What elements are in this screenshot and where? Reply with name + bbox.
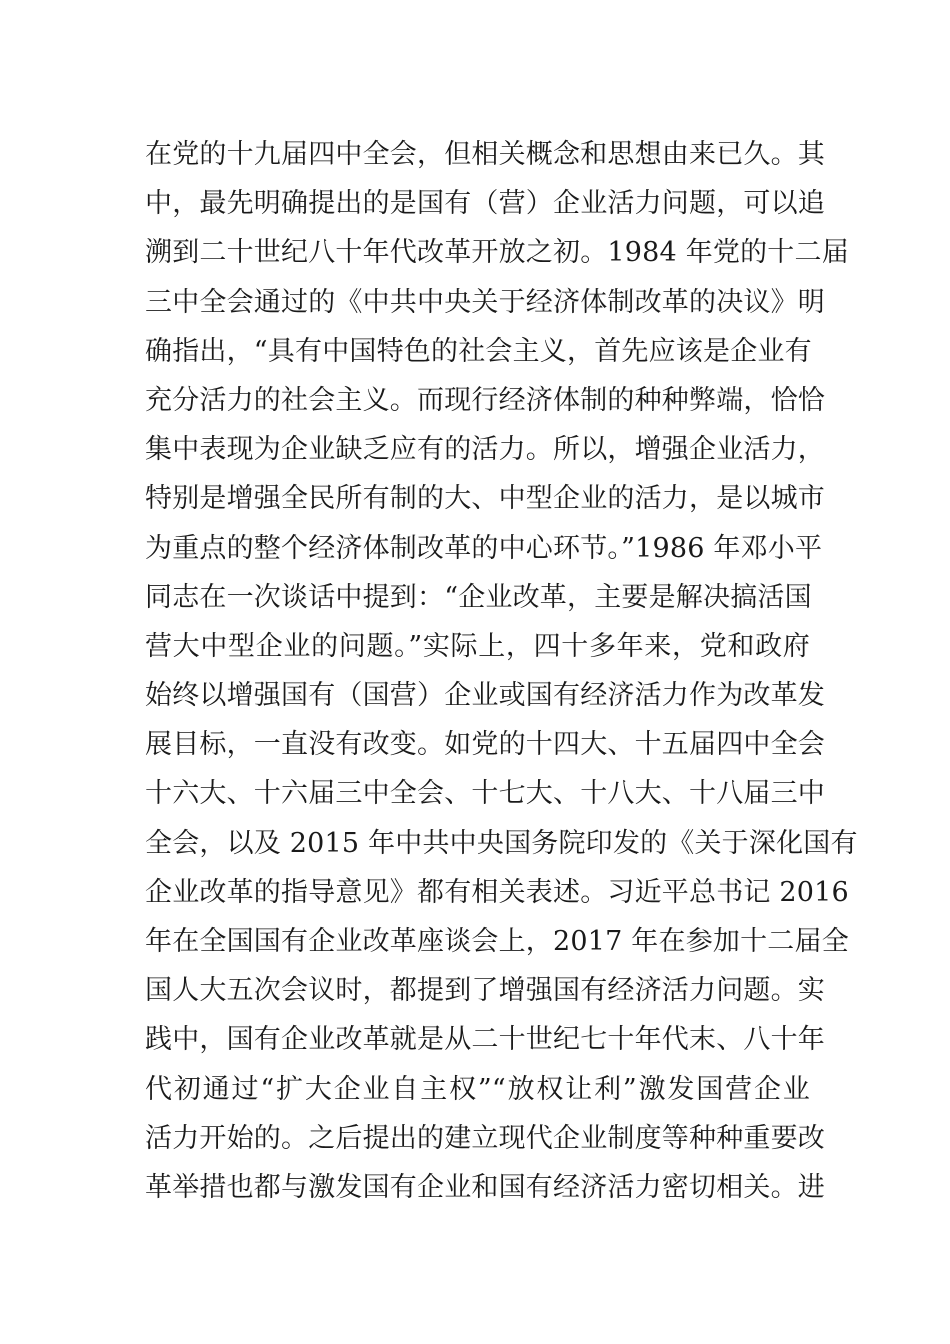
text-line-10: 同志在一次谈话中提到：“企业改革，主要是解决搞活国 <box>145 581 812 613</box>
text-line-7: 集中表现为企业缺乏应有的活力。所以，增强企业活力， <box>145 434 825 466</box>
text-line-17: 年在全国国有企业改革座谈会上，2017 年在参加十二届全 <box>145 926 849 957</box>
text-line-19: 践中，国有企业改革就是从二十世纪七十年代末、八十年 <box>145 1024 825 1056</box>
text-line-3: 溯到二十世纪八十年代改革开放之初。1984 年党的十二届 <box>145 237 849 269</box>
text-line-12: 始终以增强国有（国营）企业或国有经济活力作为改革发 <box>145 680 825 712</box>
text-line-9: 为重点的整个经济体制改革的中心环节。”1986 年邓小平 <box>145 532 823 564</box>
text-line-1: 在党的十九届四中全会，但相关概念和思想由来已久。其 <box>145 139 825 170</box>
text-line-18: 国人大五次会议时，都提到了增强国有经济活力问题。实 <box>145 975 825 1007</box>
text-line-2: 中，最先明确提出的是国有（营）企业活力问题，可以追 <box>145 188 825 220</box>
text-line-4: 三中全会通过的《中共中央关于经济体制改革的决议》明 <box>145 286 825 318</box>
text-line-11: 营大中型企业的问题。”实际上，四十多年来，党和政府 <box>145 630 810 662</box>
text-line-16: 企业改革的指导意见》都有相关表述。习近平总书记 2016 <box>145 876 849 908</box>
text-line-20: 代初通过“扩大企业自主权”“放权让利”激发国营企业 <box>145 1073 810 1105</box>
text-line-14: 十六大、十六届三中全会、十七大、十八大、十八届三中 <box>145 778 825 810</box>
text-line-22: 革举措也都与激发国有企业和国有经济活力密切相关。进 <box>145 1171 825 1203</box>
text-line-15: 全会，以及 2015 年中共中央国务院印发的《关于深化国有 <box>145 827 858 859</box>
body-paragraph <box>145 130 858 1212</box>
text-line-21: 活力开始的。之后提出的建立现代企业制度等种种重要改 <box>145 1122 825 1154</box>
text-line-8: 特别是增强全民所有制的大、中型企业的活力，是以城市 <box>145 483 825 515</box>
text-line-13: 展目标，一直没有改变。如党的十四大、十五届四中全会 <box>145 729 825 761</box>
text-line-5: 确指出，“具有中国特色的社会主义，首先应该是企业有 <box>145 335 812 367</box>
text-line-6: 充分活力的社会主义。而现行经济体制的种种弊端，恰恰 <box>145 384 825 416</box>
